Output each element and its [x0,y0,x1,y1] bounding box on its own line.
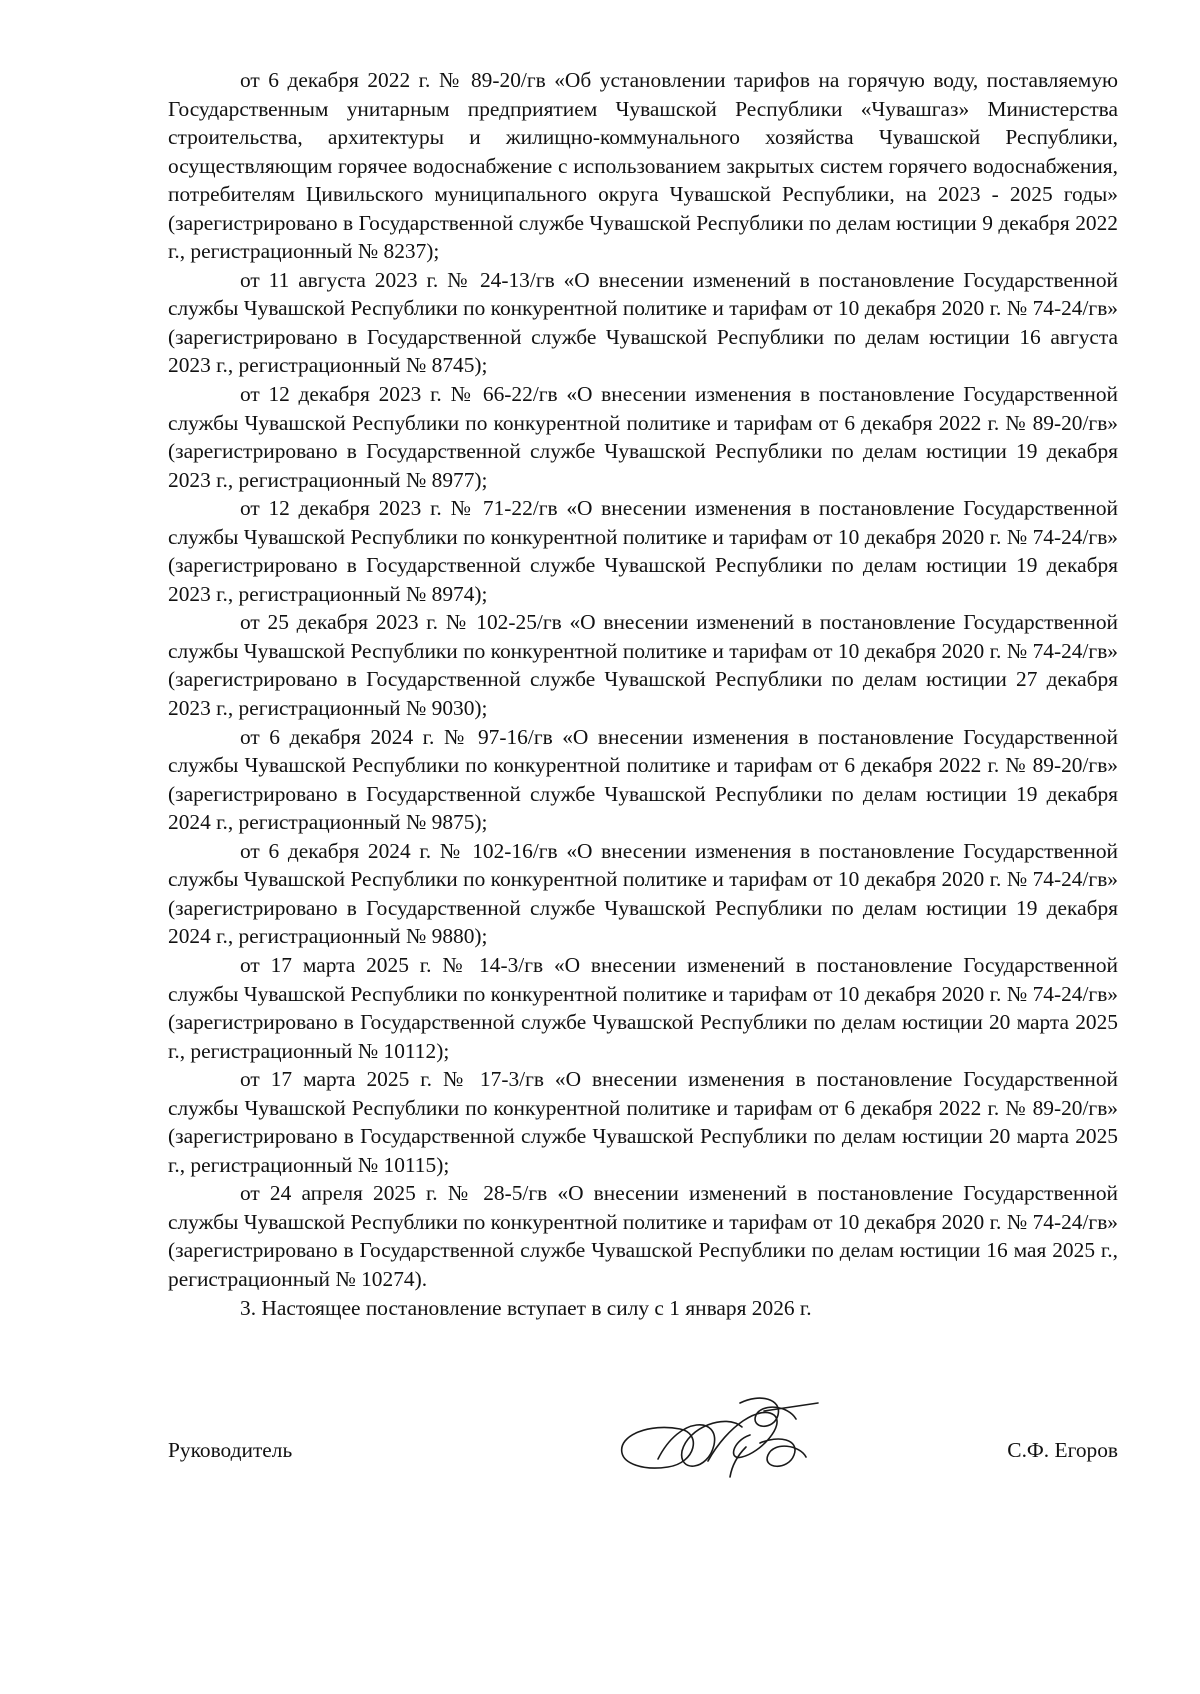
paragraph-amendment-2025-03-17-b: от 17 марта 2025 г. № 17-3/гв «О внесении изменения в постановление Государственной службы Чувашской Республики по конкурентной политике и тарифам от 6 декабря 2022 г. № 89-20/гв» (зарегистрировано в Государственной службе Чувашской Республики по делам юстиции 20 марта 2025 г., регистрационный № 10115); [168,1067,1118,1177]
paragraph-amendment-2023-12-12-b: от 12 декабря 2023 г. № 71-22/гв «О внесении изменения в постановление Государственной службы Чувашской Республики по конкурентной политике и тарифам от 10 декабря 2020 г. № 74-24/гв» (зарегистрировано в Государственной службе Чувашской Республики по делам юстиции 19 декабря 2023 г., регистрационный № 8974); [168,496,1118,606]
signatory-name: С.Ф. Егоров [1007,1438,1118,1462]
signatory-title: Руководитель [168,1438,293,1462]
document-body [168,66,1118,1322]
paragraph-amendment-2024-12-06-a: от 6 декабря 2024 г. № 97-16/гв «О внесении изменения в постановление Государственной службы Чувашской Республики по конкурентной политике и тарифам от 6 декабря 2022 г. № 89-20/гв» (зарегистрировано в Государственной службе Чувашской Республики по делам юстиции 19 декабря 2024 г., регистрационный № 9875); [168,724,1118,835]
paragraph-effective-date: 3. Настоящее постановление вступает в силу с 1 января 2026 г. [240,1295,812,1320]
paragraph-amendment-2025-03-17-a: от 17 марта 2025 г. № 14-3/гв «О внесении изменений в постановление Государственной службы Чувашской Республики по конкурентной политике и тарифам от 10 декабря 2020 г. № 74-24/гв» (зарегистрировано в Государственной службе Чувашской Республики по делам юстиции 20 марта 2025 г., регистрационный № 10112); [168,952,1118,1063]
paragraph-amendment-2023-12-25: от 25 декабря 2023 г. № 102-25/гв «О внесении изменений в постановление Государственной службы Чувашской Республики по конкурентной политике и тарифам от 10 декабря 2020 г. № 74-24/гв» (зарегистрировано в Государственной службе Чувашской Республики по делам юстиции 27 декабря 2023 г., регистрационный № 9030); [168,610,1118,721]
paragraph-amendment-2022-12-06: от 6 декабря 2022 г. № 89-20/гв «Об установлении тарифов на горячую воду, поставляемую Государственным унитарным предприятием Чувашской Республики «Чувашгаз» Министерства строительства, архитектуры и жилищно-коммунального хозяйства Чувашской Республики, осуществляющим горячее водоснабжение с использованием закрытых систем горячего водоснабжения, потребителям Цивильского муниципального округа Чувашской Республики, на 2023 - 2025 годы» (зарегистрировано в Государственной службе Чувашской Республики по делам юстиции 9 декабря 2022 г., регистрационный № 8237); [168,68,1118,264]
paragraph-amendment-2023-08-11: от 11 августа 2023 г. № 24-13/гв «О внесении изменений в постановление Государственной службы Чувашской Республики по конкурентной политике и тарифам от 10 декабря 2020 г. № 74-24/гв» (зарегистрировано в Государственной службе Чувашской Республики по делам юстиции 16 августа 2023 г., регистрационный № 8745); [168,267,1118,378]
paragraph-amendment-2023-12-12-a: от 12 декабря 2023 г. № 66-22/гв «О внесении изменения в постановление Государственной службы Чувашской Республики по конкурентной политике и тарифам от 6 декабря 2022 г. № 89-20/гв» (зарегистрировано в Государственной службе Чувашской Республики по делам юстиции 19 декабря 2023 г., регистрационный № 8977); [168,382,1118,492]
handwritten-signature [610,1385,825,1495]
paragraph-amendment-2025-04-24: от 24 апреля 2025 г. № 28-5/гв «О внесении изменений в постановление Государственной службы Чувашской Республики по конкурентной политике и тарифам от 10 декабря 2020 г. № 74-24/гв» (зарегистрировано в Государственной службе Чувашской Республики по делам юстиции 16 мая 2025 г., регистрационный № 10274). [168,1181,1118,1291]
paragraph-amendment-2024-12-06-b: от 6 декабря 2024 г. № 102-16/гв «О внесении изменения в постановление Государственной службы Чувашской Республики по конкурентной политике и тарифам от 10 декабря 2020 г. № 74-24/гв» (зарегистрировано в Государственной службе Чувашской Республики по делам юстиции 19 декабря 2024 г., регистрационный № 9880); [168,838,1118,949]
